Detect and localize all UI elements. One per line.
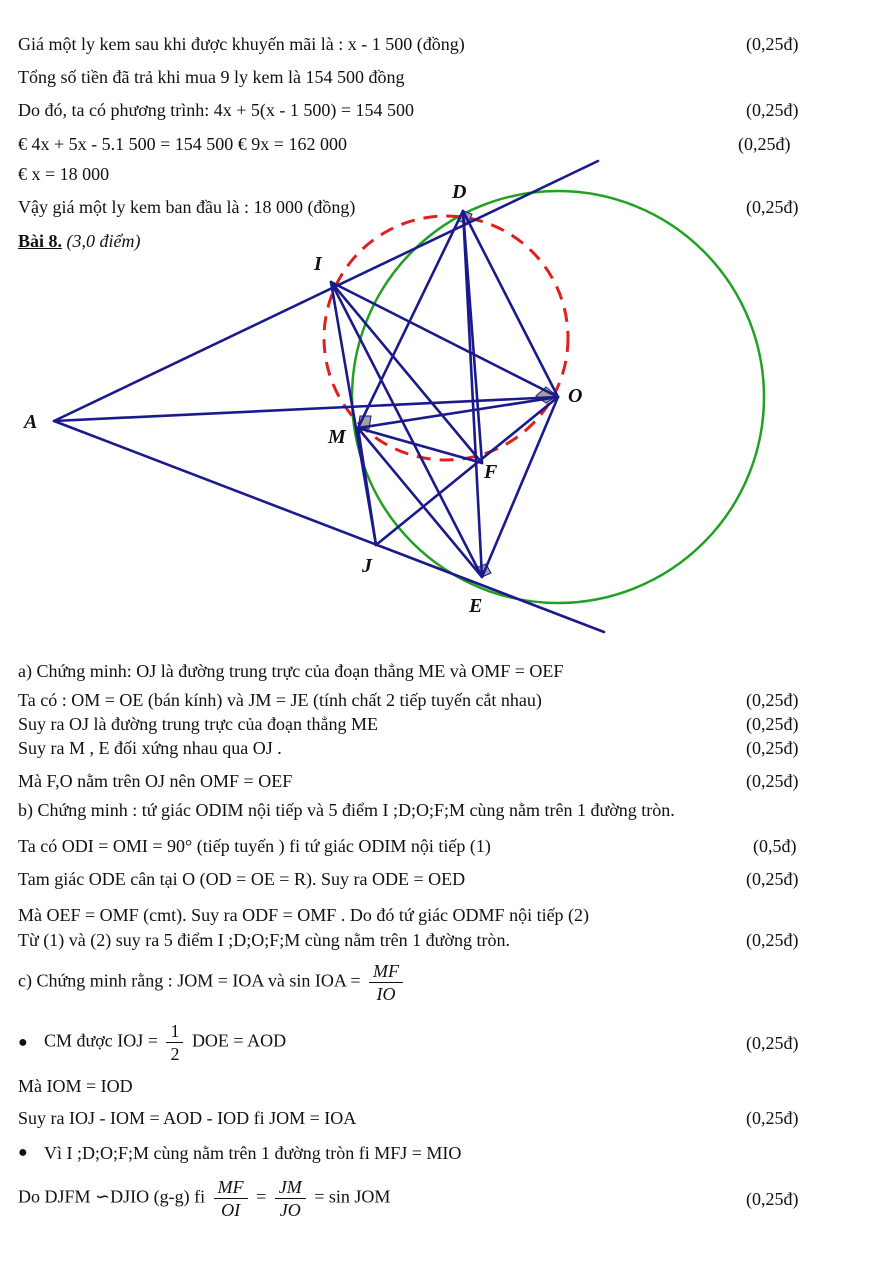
text-line-6: Vậy giá một ly kem ban đầu là : 18 000 (đồng) (18, 197, 356, 217)
bullet-icon-1: ● (18, 1034, 28, 1051)
bullet-icon-2: ● (18, 1144, 28, 1161)
score-b1: (0,5đ) (753, 836, 797, 856)
part-b-title: b) Chứng minh : tứ giác ODIM nội tiếp và 5 điểm I ;D;O;F;M cùng nằm trên 1 đường tròn. (18, 800, 675, 820)
part-b-line-1: Ta có ODI = OMI = 90° (tiếp tuyến ) fi tứ giác ODIM nội tiếp (1) (18, 836, 491, 856)
segment-DF (463, 211, 482, 463)
fraction-jm-jo (275, 1176, 306, 1221)
fraction-mf-oi (214, 1176, 248, 1221)
fraction-numerator: MF (369, 960, 403, 983)
label-M: M (328, 426, 346, 448)
fraction-denominator: OI (221, 1200, 241, 1220)
equals-sign: = (256, 1186, 267, 1207)
fraction-one-half (166, 1020, 183, 1065)
part-c-line-5 (18, 1176, 390, 1221)
fraction-numerator: 1 (166, 1020, 183, 1043)
fraction-numerator: JM (275, 1176, 306, 1199)
score-a4: (0,25đ) (746, 771, 799, 791)
part-b-line-3: Mà OEF = OMF (cmt). Suy ra ODF = OMF . Do đó tứ giác ODMF nội tiếp (2) (18, 905, 590, 925)
part-c-line-1-pre: CM được IOJ = (44, 1030, 158, 1051)
score-a3: (0,25đ) (746, 738, 799, 758)
fraction-numerator: MF (214, 1176, 248, 1199)
segment-OD (463, 211, 558, 397)
part-c-line-2: Mà IOM = IOD (18, 1076, 133, 1096)
segment-ME (358, 428, 482, 577)
score-a1: (0,25đ) (746, 690, 799, 710)
fraction-denominator: IO (376, 984, 396, 1004)
tangent-AE (54, 421, 604, 632)
part-c-line-5-pre: Do DJFM ∽DJIO (g-g) fi (18, 1186, 206, 1207)
part-a-line-2: Suy ra OJ là đường trung trực của đoạn thẳng ME (18, 714, 378, 734)
score-a2: (0,25đ) (746, 714, 799, 734)
score-b2: (0,25đ) (746, 869, 799, 889)
part-c-line-5-post: = sin JOM (314, 1186, 391, 1207)
part-c-line-3: Suy ra IOJ - IOM = AOD - IOD fi JOM = IOA (18, 1108, 357, 1128)
label-D: D (452, 181, 467, 203)
part-c-line-1-post: DOE = AOD (191, 1030, 287, 1051)
text-line-3: Do đó, ta có phương trình: 4x + 5(x - 1 500) = 154 500 (18, 100, 415, 120)
score-c1: (0,25đ) (746, 1033, 799, 1053)
label-A: A (24, 411, 38, 433)
score-c3: (0,25đ) (746, 1108, 799, 1128)
score-b4: (0,25đ) (746, 930, 799, 950)
problem-label: Bài 8. (18, 231, 63, 251)
label-E: E (469, 595, 483, 617)
text-line-1: Giá một ly kem sau khi được khuyến mãi là : x - 1 500 (đồng) (18, 34, 465, 54)
text-line-4: € 4x + 5x - 5.1 500 = 154 500 € 9x = 162 000 (18, 134, 347, 154)
part-a-line-3: Suy ra M , E đối xứng nhau qua OJ . (18, 738, 282, 758)
tangent-AD (54, 161, 598, 421)
text-line-2: Tổng số tiền đã trả khi mua 9 ly kem là 154 500 đồng (18, 67, 405, 87)
problem-score: (3,0 điểm) (66, 231, 141, 251)
part-c-line-1 (44, 1020, 286, 1065)
part-a-line-4: Mà F,O nằm trên OJ nên OMF = OEF (18, 771, 293, 791)
part-a-line-1: Ta có : OM = OE (bán kính) và JM = JE (tính chất 2 tiếp tuyến cắt nhau) (18, 690, 542, 710)
label-O: O (568, 385, 583, 407)
fraction-mf-io (369, 960, 403, 1005)
segment-OE (482, 397, 558, 577)
score-6: (0,25đ) (746, 197, 799, 217)
label-J: J (362, 555, 372, 577)
label-I: I (314, 253, 322, 275)
fraction-denominator: 2 (170, 1044, 180, 1064)
segment-IO (331, 282, 558, 397)
score-1: (0,25đ) (746, 34, 799, 54)
score-4: (0,25đ) (738, 134, 791, 154)
segment-DM (358, 211, 463, 428)
part-b-line-2: Tam giác ODE cân tại O (OD = OE = R). Suy ra ODE = OED (18, 869, 466, 889)
fraction-denominator: JO (279, 1200, 301, 1220)
score-c5: (0,25đ) (746, 1189, 799, 1209)
part-a-title: a) Chứng minh: OJ là đường trung trực của đoạn thẳng ME và OMF = OEF (18, 661, 564, 681)
part-b-line-4: Từ (1) và (2) suy ra 5 điểm I ;D;O;F;M cùng nằm trên 1 đường tròn. (18, 930, 510, 950)
text-line-5: € x = 18 000 (18, 164, 110, 184)
part-c-title-text: c) Chứng minh rằng : JOM = IOA và sin IOA = (18, 970, 361, 991)
label-F: F (484, 461, 498, 483)
part-c-line-4: Vì I ;D;O;F;M cùng nằm trên 1 đường tròn fi MFJ = MIO (44, 1143, 462, 1163)
part-c-title (18, 960, 407, 1005)
segment-JO (376, 397, 558, 545)
score-3: (0,25đ) (746, 100, 799, 120)
